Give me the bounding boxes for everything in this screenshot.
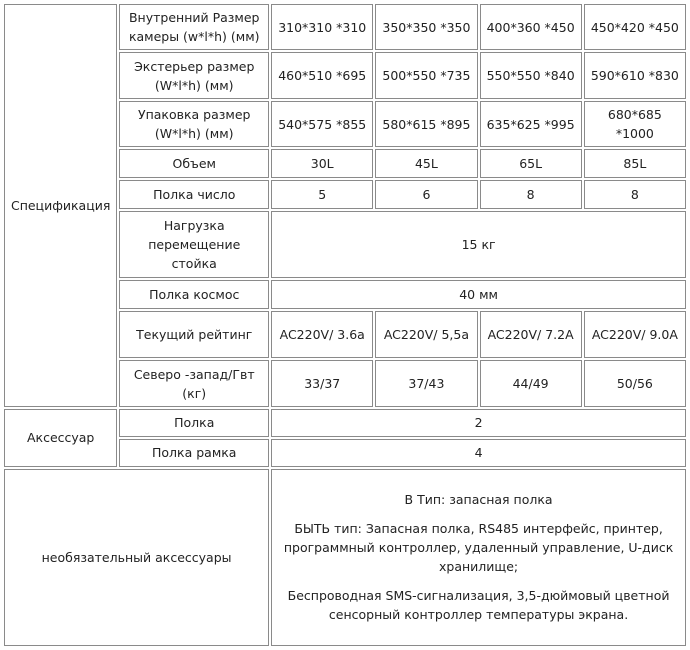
table-cell: 350*350 *350 — [375, 4, 477, 50]
table-cell: 33/37 — [271, 360, 373, 406]
table-cell: AC220V/ 3.6a — [271, 311, 373, 358]
table-cell-merged: 40 мм — [271, 280, 686, 309]
table-row — [4, 4, 686, 50]
table-cell: 85L — [584, 149, 686, 178]
row-label: Текущий рейтинг — [119, 311, 269, 358]
table-cell: 6 — [375, 180, 477, 209]
table-cell: 450*420 *450 — [584, 4, 686, 50]
table-cell: 8 — [480, 180, 582, 209]
table-cell: 65L — [480, 149, 582, 178]
optional-accessories-cell — [271, 469, 686, 647]
table-cell: 37/43 — [375, 360, 477, 406]
row-label: Полка — [119, 409, 269, 437]
table-cell: 550*550 *840 — [480, 52, 582, 98]
table-row — [4, 409, 686, 437]
group-label-spec: Спецификация — [4, 4, 117, 407]
row-label: Полка космос — [119, 280, 269, 309]
table-cell-merged: 15 кг — [271, 211, 686, 278]
row-label: Полка число — [119, 180, 269, 209]
optional-line: Беспроводная SMS-сигнализация, 3,5-дюймовый цветной сенсорный контроллер температуры экрана. — [287, 588, 670, 623]
row-label: Объем — [119, 149, 269, 178]
table-cell: AC220V/ 9.0A — [584, 311, 686, 358]
table-cell: 30L — [271, 149, 373, 178]
row-label: Полка рамка — [119, 439, 269, 467]
table-cell-merged: 4 — [271, 439, 686, 467]
table-cell: 590*610 *830 — [584, 52, 686, 98]
table-cell: 400*360 *450 — [480, 4, 582, 50]
table-cell: 45L — [375, 149, 477, 178]
table-cell: 540*575 *855 — [271, 101, 373, 147]
table-row — [4, 469, 686, 647]
row-label: Северо -запад/Гвт (кг) — [119, 360, 269, 406]
table-cell: 460*510 *695 — [271, 52, 373, 98]
table-cell: 5 — [271, 180, 373, 209]
optional-line: БЫТЬ тип: Запасная полка, RS485 интерфейс, принтер, программный контроллер, удаленный управление, U-диск хранилище; — [283, 521, 674, 575]
table-cell: 310*310 *310 — [271, 4, 373, 50]
row-label: Внутренний Размер камеры (w*l*h) (мм) — [119, 4, 269, 50]
row-label: Экстерьер размер (W*l*h) (мм) — [119, 52, 269, 98]
table-cell: 44/49 — [480, 360, 582, 406]
row-label: Упаковка размер (W*l*h) (мм) — [119, 101, 269, 147]
table-cell: AC220V/ 7.2A — [480, 311, 582, 358]
group-label-accessory: Аксессуар — [4, 409, 117, 467]
table-cell: AC220V/ 5,5a — [375, 311, 477, 358]
table-cell: 50/56 — [584, 360, 686, 406]
spec-table — [2, 2, 688, 648]
table-cell: 635*625 *995 — [480, 101, 582, 147]
table-cell: 8 — [584, 180, 686, 209]
table-cell-merged: 2 — [271, 409, 686, 437]
group-label-optional: необязательный аксессуары — [4, 469, 269, 647]
table-cell: 580*615 *895 — [375, 101, 477, 147]
row-label: Нагрузка перемещение стойка — [119, 211, 269, 278]
table-cell: 680*685 *1000 — [584, 101, 686, 147]
optional-line: В Тип: запасная полка — [404, 492, 553, 508]
table-cell: 500*550 *735 — [375, 52, 477, 98]
